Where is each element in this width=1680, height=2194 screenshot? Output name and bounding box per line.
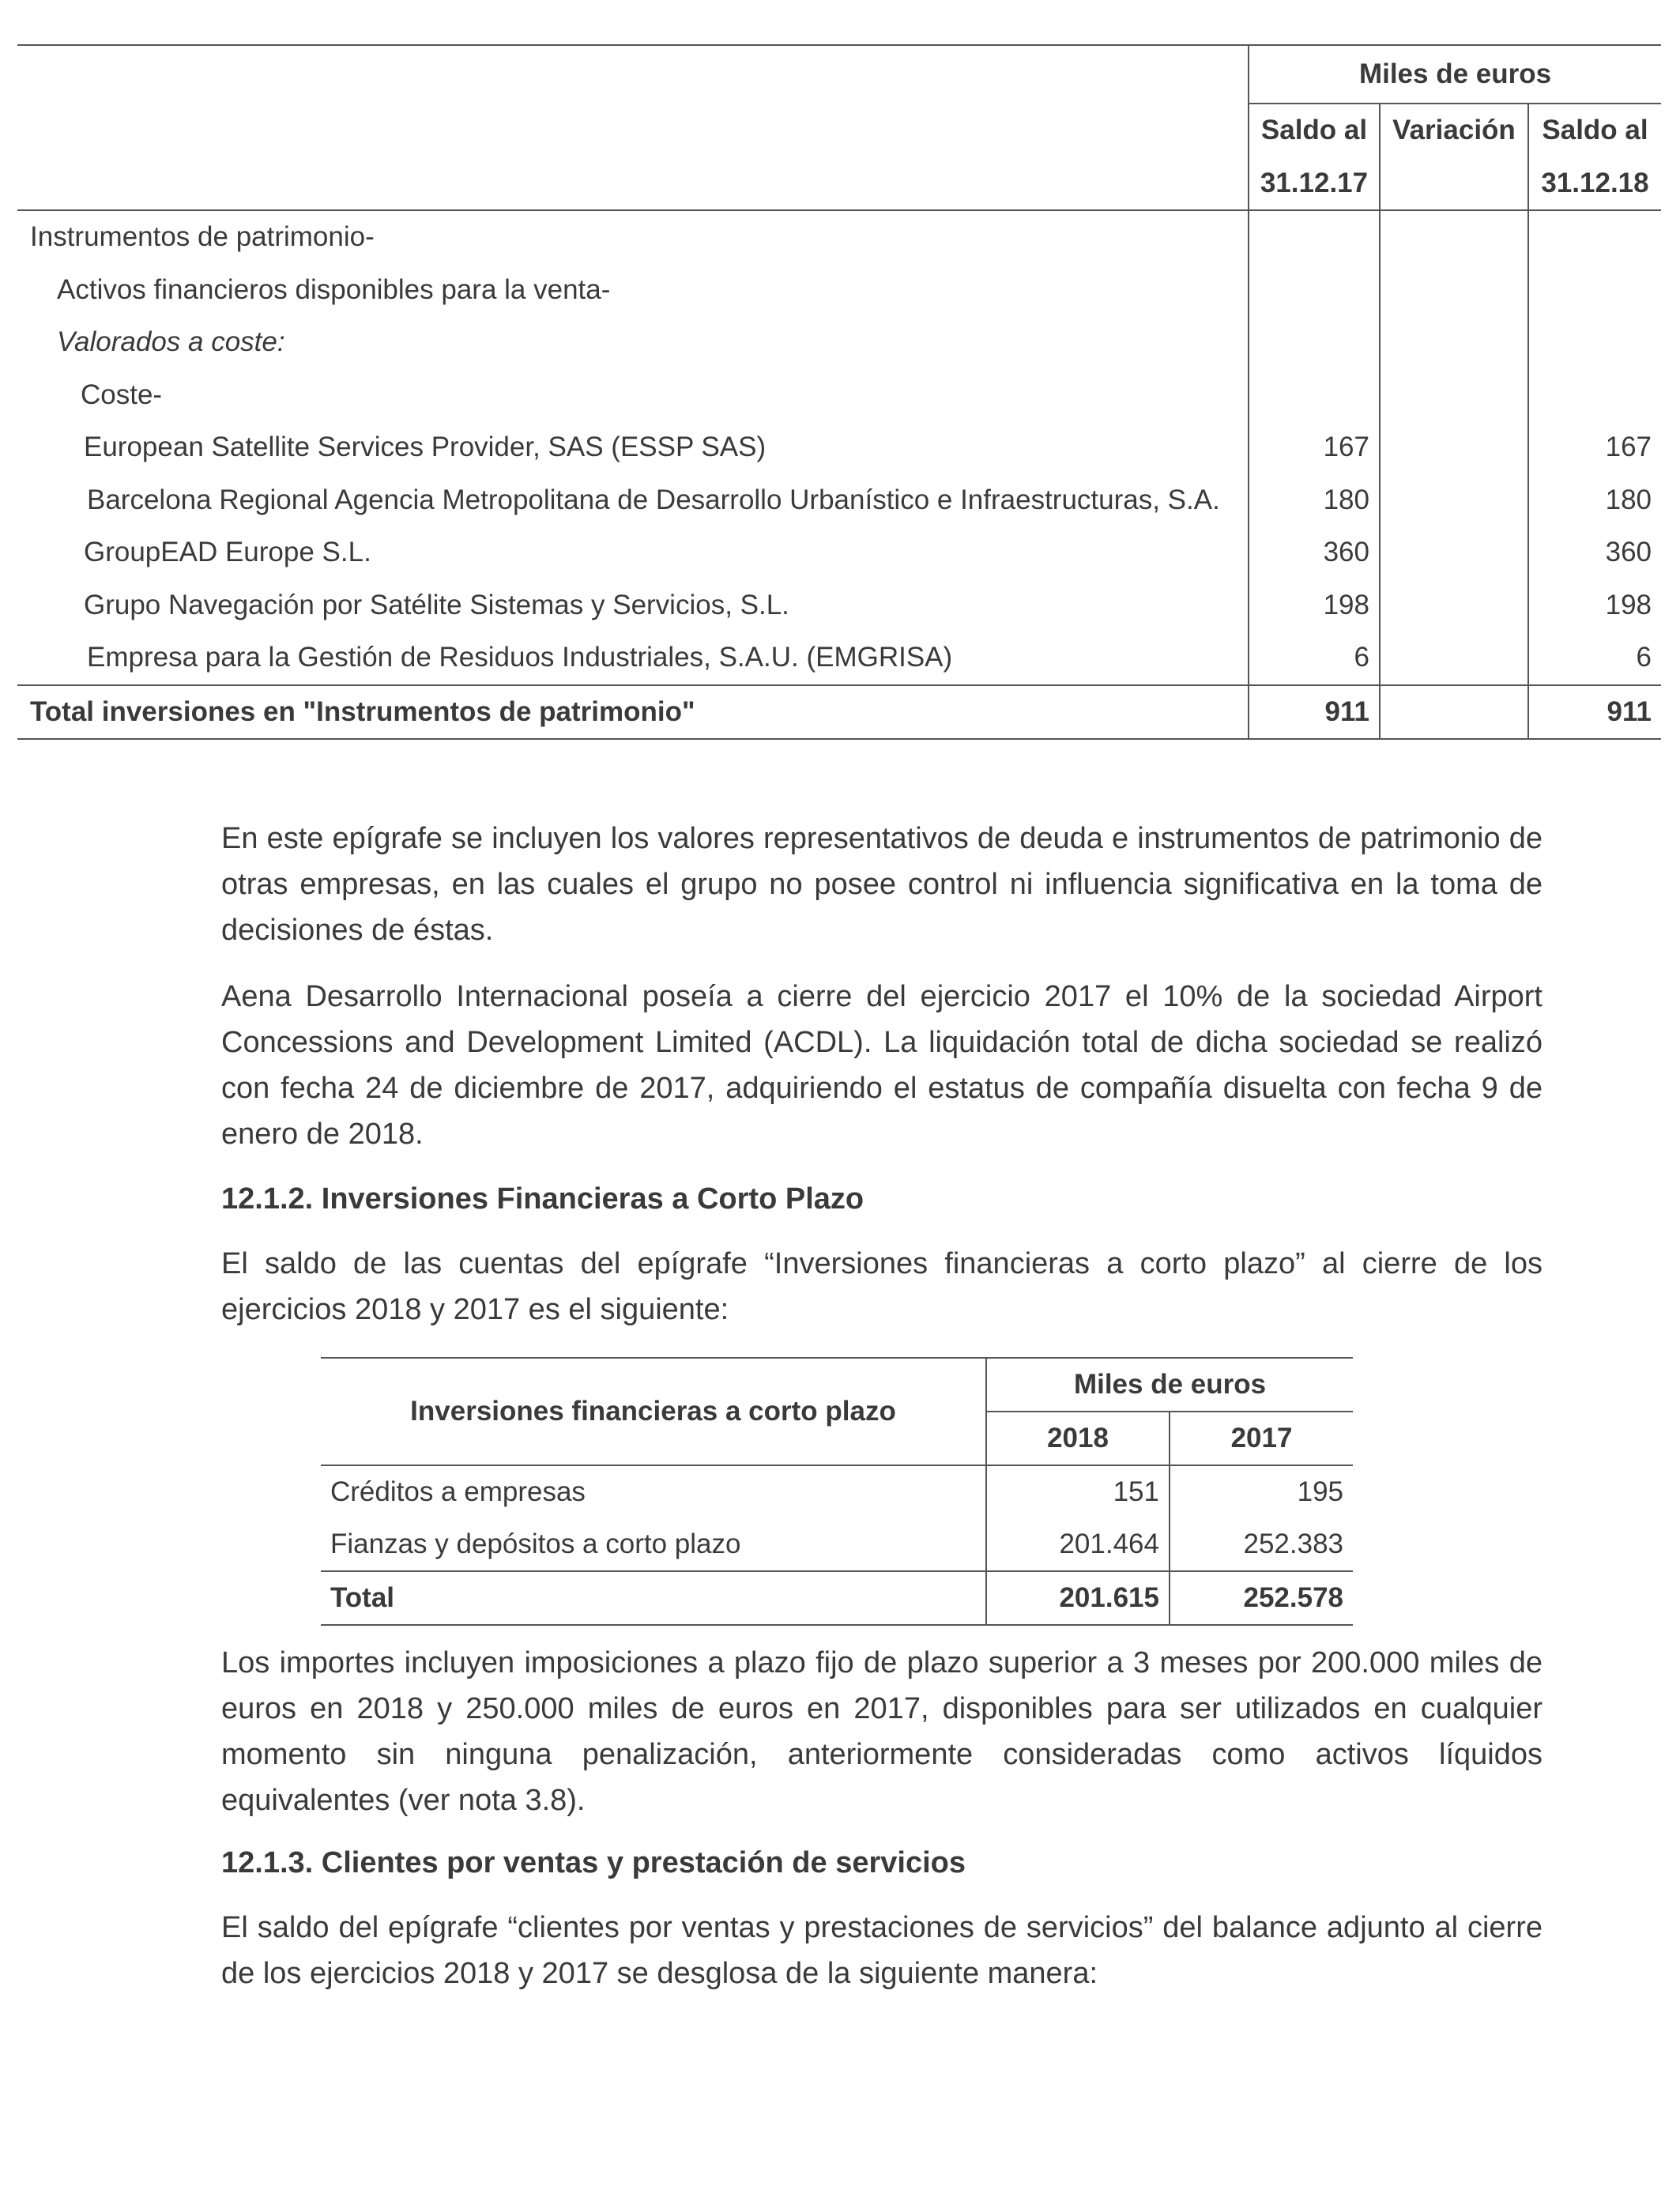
header-col-variacion: Variación [1380, 104, 1528, 157]
row-label: Instrumentos de patrimonio- [30, 221, 375, 253]
table-row [17, 316, 1661, 369]
row-value-2017: 6 [1249, 631, 1380, 685]
header-col-saldo-17-line2: 31.12.17 [1249, 157, 1380, 211]
table-row [321, 1465, 1353, 1518]
row-value-variation [1380, 264, 1528, 317]
row-label: GroupEAD Europe S.L. [84, 537, 371, 568]
row-label: Créditos a empresas [330, 1476, 586, 1507]
row-value-2017 [1249, 369, 1380, 422]
row-value-2017: 195 [1170, 1465, 1353, 1518]
row-value-variation [1380, 369, 1528, 422]
row-value-variation [1380, 631, 1528, 685]
total-value-2018: 911 [1528, 685, 1661, 740]
row-label: Activos financieros disponibles para la venta- [57, 273, 611, 305]
row-value-2017: 180 [1249, 474, 1380, 527]
row-label: Empresa para la Gestión de Residuos Industriales, S.A.U. (EMGRISA) [87, 642, 953, 673]
row-value-2018: 360 [1528, 526, 1661, 579]
total-value-variation [1380, 685, 1528, 740]
row-value-2018: 6 [1528, 631, 1661, 685]
row-value-2018: 201.464 [986, 1518, 1170, 1571]
header-empty-cell [17, 157, 1249, 211]
row-value-variation [1380, 421, 1528, 474]
row-value-2018 [1528, 210, 1661, 264]
table-row [17, 579, 1661, 632]
total-value-2017: 252.578 [1170, 1571, 1353, 1625]
row-value-2018: 167 [1528, 421, 1661, 474]
total-value-2018: 201.615 [986, 1571, 1170, 1625]
header-col-saldo-18-line1: Saldo al [1528, 104, 1661, 157]
row-value-2017: 360 [1249, 526, 1380, 579]
row-value-variation [1380, 526, 1528, 579]
table-total-row [17, 685, 1661, 740]
row-label: Barcelona Regional Agencia Metropolitana de Desarrollo Urbanístico e Infraestructuras, S.A. [87, 484, 1220, 515]
header-group-label: Miles de euros [1249, 45, 1661, 104]
row-value-variation [1380, 579, 1528, 632]
row-label: Fianzas y depósitos a corto plazo [330, 1529, 741, 1559]
row-value-variation [1380, 316, 1528, 369]
table-header-row [17, 157, 1661, 211]
table-row [17, 631, 1661, 685]
table-row [17, 474, 1661, 527]
row-value-2018 [1528, 316, 1661, 369]
section-heading-12-1-2: 12.1.2. Inversiones Financieras a Corto Plazo [221, 1182, 864, 1216]
equity-instruments-table [17, 44, 1661, 740]
paragraph-clients-intro: El saldo del epígrafe “clientes por ventas y prestaciones de servicios” del balance adjunto al cierre de los ejercicios 2018 y 2017 se desglosa de la siguiente manera: [221, 1911, 1543, 1990]
header-empty-cell [17, 45, 1249, 104]
header-col-2017: 2017 [1170, 1412, 1353, 1465]
table-header-row [17, 45, 1661, 104]
total-label: Total inversiones en "Instrumentos de patrimonio" [17, 685, 1249, 740]
row-label: Valorados a coste: [57, 326, 285, 358]
header-col-saldo-18-line2: 31.12.18 [1528, 157, 1661, 211]
row-value-2017: 198 [1249, 579, 1380, 632]
table-row [17, 369, 1661, 422]
table-row [17, 421, 1661, 474]
row-value-2017: 252.383 [1170, 1518, 1353, 1571]
paragraph-short-term-intro: El saldo de las cuentas del epígrafe “Inversiones financieras a corto plazo” al cierre de los ejercicios 2018 y 2017 es el siguiente: [221, 1247, 1543, 1326]
row-label: Grupo Navegación por Satélite Sistemas y Servicios, S.L. [84, 589, 789, 620]
row-value-2018 [1528, 264, 1661, 317]
row-value-2018 [1528, 369, 1661, 422]
header-col-variacion-empty [1380, 157, 1528, 211]
table-row [17, 210, 1661, 264]
table-row [17, 264, 1661, 317]
header-label: Inversiones financieras a corto plazo [321, 1358, 986, 1465]
table-row [17, 526, 1661, 579]
table-header-row [321, 1358, 1353, 1412]
row-value-2018: 180 [1528, 474, 1661, 527]
total-value-2017: 911 [1249, 685, 1380, 740]
row-value-2017: 167 [1249, 421, 1380, 474]
row-value-variation [1380, 210, 1528, 264]
paragraph-fixed-deposits: Los importes incluyen imposiciones a plazo fijo de plazo superior a 3 meses por 200.000 miles de euros en 2018 y 250.000 miles de euros en 2017, disponibles para ser utilizados en cualquier momento sin ninguna penalización, anteriormente consideradas como activos líquidos equivalentes (ver nota 3.8). [221, 1646, 1543, 1817]
header-empty-cell [17, 104, 1249, 157]
table-total-row [321, 1571, 1353, 1625]
total-label: Total [321, 1571, 986, 1625]
row-value-2017 [1249, 264, 1380, 317]
header-col-saldo-17-line1: Saldo al [1249, 104, 1380, 157]
row-value-2017 [1249, 316, 1380, 369]
header-group-label: Miles de euros [986, 1358, 1353, 1412]
row-value-variation [1380, 474, 1528, 527]
table-header-row [17, 104, 1661, 157]
section-heading-12-1-3: 12.1.3. Clientes por ventas y prestación de servicios [221, 1846, 966, 1879]
paragraph-description: En este epígrafe se incluyen los valores representativos de deuda e instrumentos de patrimonio de otras empresas, en las cuales el grupo no posee control ni influencia significativa en la toma de decisiones de éstas. [221, 822, 1543, 947]
table-row [321, 1518, 1353, 1571]
row-value-2017 [1249, 210, 1380, 264]
row-label: Coste- [81, 379, 163, 410]
row-value-2018: 198 [1528, 579, 1661, 632]
short-term-investments-table [321, 1357, 1353, 1626]
paragraph-acdl: Aena Desarrollo Internacional poseía a cierre del ejercicio 2017 el 10% de la sociedad Airport Concessions and Development Limited (ACDL). La liquidación total de dicha sociedad se realizó con fecha 24 de diciembre de 2017, adquiriendo el estatus de compañía disuelta con fecha 9 de enero de 2018. [221, 980, 1543, 1151]
row-value-2018: 151 [986, 1465, 1170, 1518]
header-col-2018: 2018 [986, 1412, 1170, 1465]
row-label: European Satellite Services Provider, SAS (ESSP SAS) [84, 432, 767, 463]
